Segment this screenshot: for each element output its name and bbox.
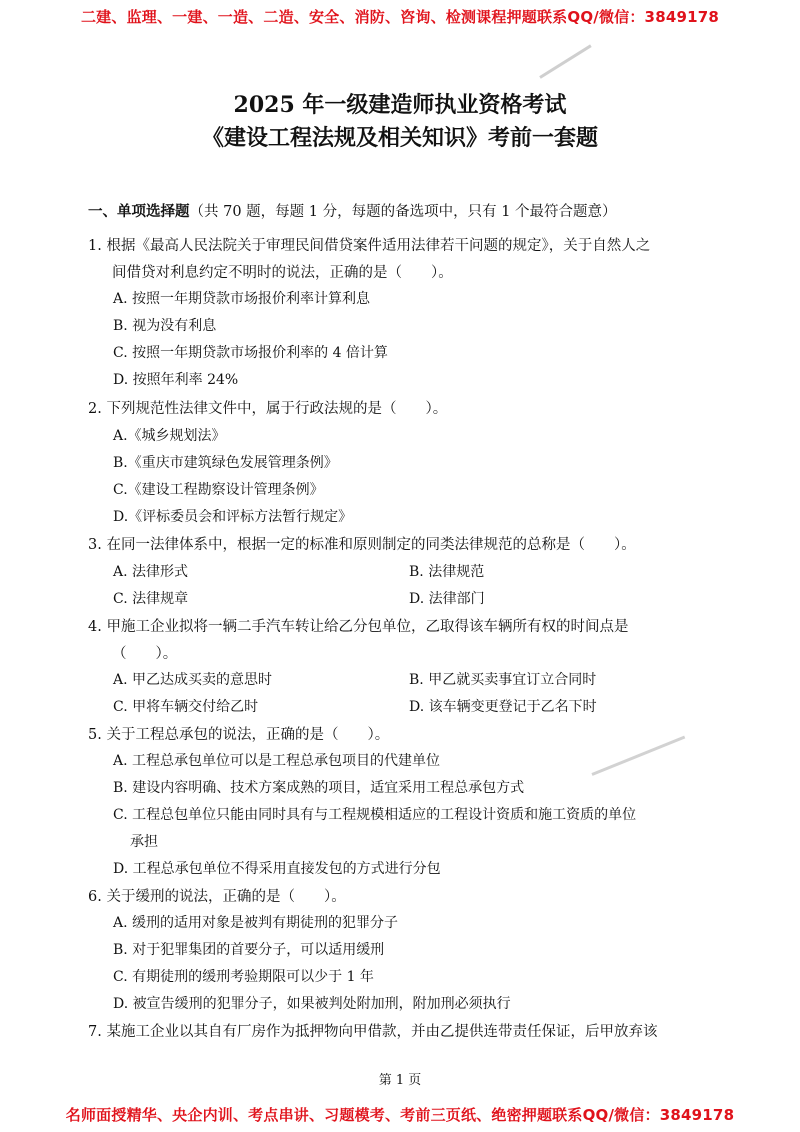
option: B. 视为没有利息 [113,318,217,334]
option: A. 按照一年期贷款市场报价利率计算利息 [113,291,371,307]
question-stem: 2. 下列规范性法律文件中，属于行政法规的是（ ）。 [88,401,448,417]
exam-subtitle: 《建设工程法规及相关知识》考前一套题 [201,125,598,151]
section-header [88,200,617,221]
option: C. 按照一年期贷款市场报价利率的 4 倍计算 [113,345,388,361]
question-stem: 1. 根据《最高人民法院关于审理民间借贷案件适用法律若干问题的规定》，关于自然人之 [88,238,651,254]
question-stem-continued: 间借贷对利息约定不明时的说法，正确的是（ ）。 [112,265,453,281]
header-banner: 二建、监理、一建、一造、二造、安全、消防、咨询、检测课程押题联系QQ/微信：3849178 [80,8,720,26]
question-stem: 4. 甲施工企业拟将一辆二手汽车转让给乙分包单位，乙取得该车辆所有权的时间点是 [88,619,629,635]
section-note: （共 70 题，每题 1 分，每题的备选项中，只有 1 个最符合题意） [189,204,617,220]
question-stem: 5. 关于工程总承包的说法，正确的是（ ）。 [88,727,390,743]
option: A. 缓刑的适用对象是被判有期徒刑的犯罪分子 [113,915,399,931]
option: C. 甲将车辆交付给乙时 [113,699,259,715]
option: A. 法律形式 [113,564,189,580]
question-stem: 3. 在同一法律体系中，根据一定的标准和原则制定的同类法律规范的总称是（ ）。 [88,537,636,553]
option: D. 按照年利率 24% [113,372,239,388]
exam-title: 2025 年一级建造师执业资格考试 [233,92,567,118]
option: B. 甲乙就买卖事宜订立合同时 [409,672,597,688]
footer-banner: 名师面授精华、央企内训、考点串讲、习题模考、考前三页纸、绝密押题联系QQ/微信：3849178 [65,1106,735,1124]
option: D.《评标委员会和评标方法暂行规定》 [113,509,353,525]
question-stem-continued: （ ）。 [112,646,178,662]
option: D. 工程总承包单位不得采用直接发包的方式进行分包 [113,861,441,877]
page-number: 第 1 页 [378,1073,422,1088]
option: D. 被宣告缓刑的犯罪分子，如果被判处附加刑，附加刑必须执行 [113,996,511,1012]
watermark-mark [539,44,591,78]
option: A.《城乡规划法》 [113,428,226,444]
option: D. 法律部门 [409,591,485,607]
option: C. 法律规章 [113,591,189,607]
option: D. 该车辆变更登记于乙名下时 [409,699,597,715]
option: A. 甲乙达成买卖的意思时 [113,672,273,688]
option: B. 对于犯罪集团的首要分子，可以适用缓刑 [113,942,385,958]
option: C. 有期徒刑的缓刑考验期限可以少于 1 年 [113,969,374,985]
watermark-mark [591,736,685,776]
question-stem: 7. 某施工企业以其自有厂房作为抵押物向甲借款，并由乙提供连带责任保证，后甲放弃该 [88,1024,658,1040]
option: B. 建设内容明确、技术方案成熟的项目，适宜采用工程总承包方式 [113,780,525,796]
option: B. 法律规范 [409,564,485,580]
option: B.《重庆市建筑绿色发展管理条例》 [113,455,338,471]
option: A. 工程总承包单位可以是工程总承包项目的代建单位 [113,753,441,769]
section-heading: 一、单项选择题 [88,204,190,220]
option: C. 工程总包单位只能由同时具有与工程规模相适应的工程设计资质和施工资质的单位 [113,807,637,823]
question-stem: 6. 关于缓刑的说法，正确的是（ ）。 [88,889,346,905]
option-continued: 承担 [130,834,158,850]
option: C.《建设工程勘察设计管理条例》 [113,482,324,498]
